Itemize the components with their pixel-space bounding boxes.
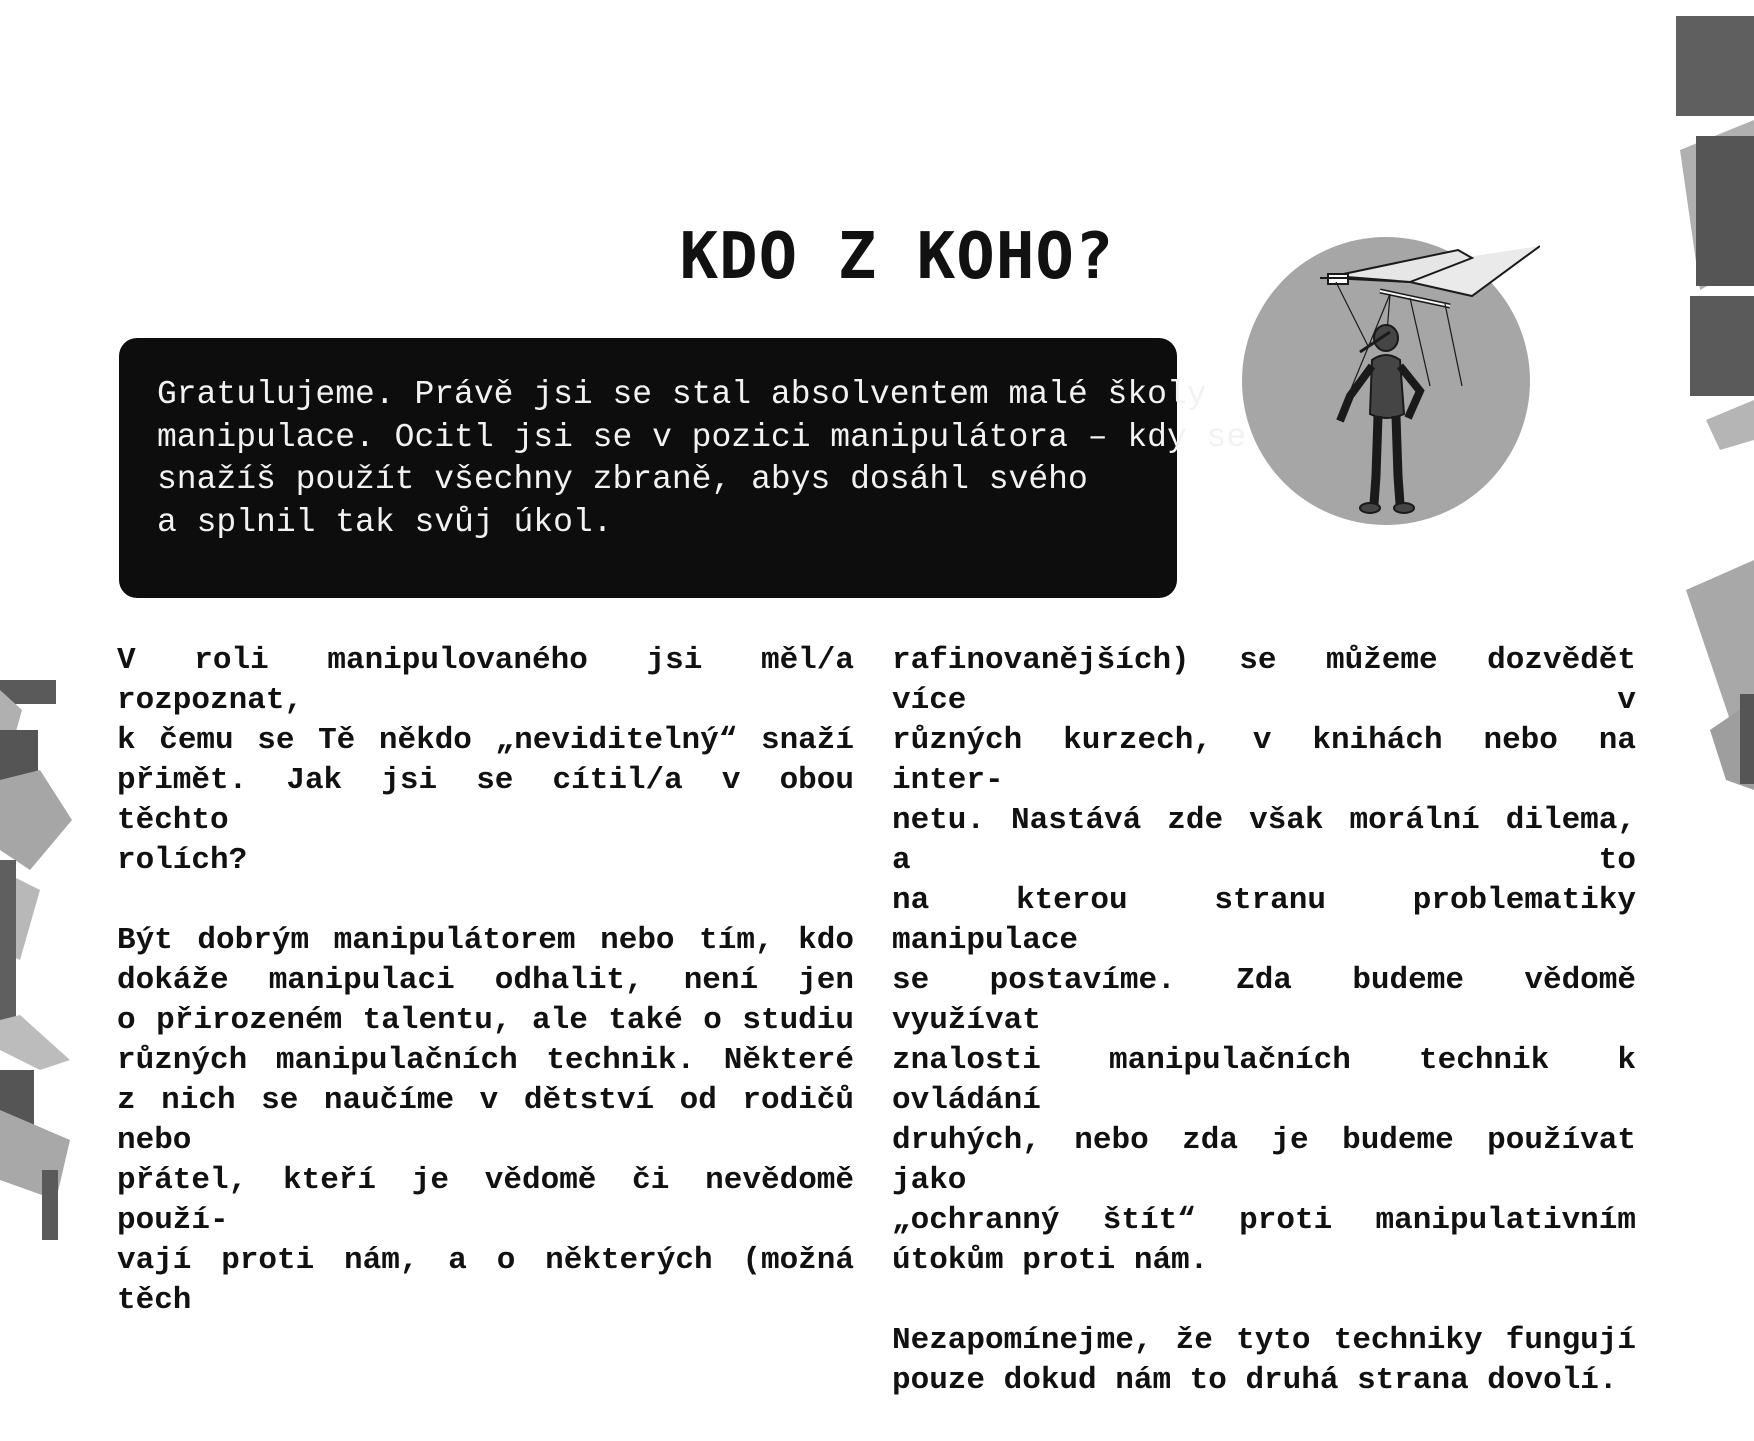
- left-edge-decoration: [0, 670, 80, 1240]
- deco-square: [0, 860, 16, 1030]
- text-line: pouze dokud nám to druhá strana dovolí.: [892, 1363, 1618, 1398]
- intro-box: [119, 338, 1247, 598]
- text-line: různých kurzech, v knihách nebo na inter-: [892, 723, 1636, 798]
- intro-line: manipulace. Ocitl jsi se v pozici manipulátora – kdy se: [157, 418, 1247, 456]
- deco-square: [42, 1170, 58, 1240]
- paragraph: [892, 641, 1636, 1281]
- right-column: [892, 641, 1636, 1441]
- text-line: se postavíme. Zda budeme vědomě využívat: [892, 963, 1636, 1038]
- paragraph: [117, 641, 854, 881]
- text-line: Být dobrým manipulátorem nebo tím, kdo: [117, 923, 854, 958]
- text-line: k čemu se Tě někdo „neviditelný“ snaží: [117, 723, 854, 758]
- right-edge-decoration: [1660, 0, 1754, 820]
- text-line: přátel, kteří je vědomě či nevědomě použí-: [117, 1163, 854, 1238]
- text-line: o přirozeném talentu, ale také o studiu: [117, 1003, 854, 1038]
- paragraph: [117, 921, 854, 1321]
- deco-square: [0, 1015, 70, 1070]
- text-line: „ochranný štít“ proti manipulativním: [892, 1203, 1636, 1238]
- marionette-icon: [1240, 236, 1540, 526]
- text-line: rolích?: [117, 843, 248, 878]
- intro-line: Gratulujeme. Právě jsi se stal absolventem malé školy: [157, 376, 1207, 413]
- paragraph: [892, 1321, 1636, 1401]
- text-line: netu. Nastává zde však morální dilema, a to: [892, 803, 1636, 878]
- text-line: různých manipulačních technik. Některé: [117, 1043, 854, 1078]
- deco-square: [1740, 694, 1754, 784]
- left-column: [117, 641, 854, 1361]
- text-line: znalosti manipulačních technik k ovládání: [892, 1043, 1636, 1118]
- text-line: Nezapomínejme, že tyto techniky fungují: [892, 1323, 1636, 1358]
- deco-square: [0, 770, 72, 870]
- deco-square: [1676, 16, 1754, 116]
- text-line: na kterou stranu problematiky manipulace: [892, 883, 1636, 958]
- text-line: druhých, nebo zda je budeme používat jako: [892, 1123, 1636, 1198]
- text-line: přimět. Jak jsi se cítil/a v obou těchto: [117, 763, 854, 838]
- text-line: dokáže manipulaci odhalit, není jen: [117, 963, 854, 998]
- text-line: V roli manipulovaného jsi měl/a rozpoznat,: [117, 643, 854, 718]
- page-title: KDO Z KOHO?: [679, 220, 1115, 294]
- deco-square: [0, 1110, 70, 1200]
- text-line: z nich se naučíme v dětství od rodičů nebo: [117, 1083, 854, 1158]
- intro-line: snažíš použít všechny zbraně, abys dosáhl svého: [157, 461, 1088, 498]
- text-line: rafinovanějších) se můžeme dozvědět více v: [892, 643, 1636, 718]
- text-line: vají proti nám, a o některých (možná těch: [117, 1243, 854, 1318]
- text-line: útokům proti nám.: [892, 1243, 1209, 1278]
- deco-square: [1706, 400, 1754, 450]
- deco-square: [1690, 296, 1754, 396]
- intro-line: a splnil tak svůj úkol.: [157, 503, 613, 541]
